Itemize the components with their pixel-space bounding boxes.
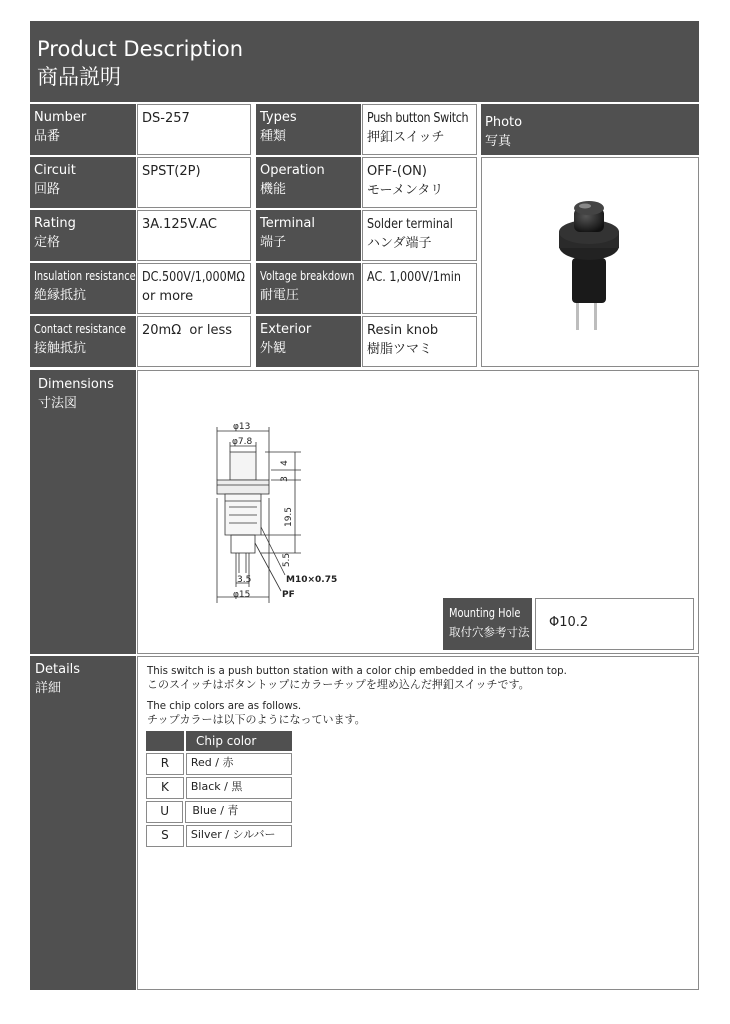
spec-value-operation xyxy=(362,157,477,208)
header-banner xyxy=(30,21,699,102)
spec-value-contact xyxy=(137,316,251,367)
photo-label xyxy=(481,104,699,155)
spec-label-jp: 外観 xyxy=(260,341,287,356)
dimensions-label-en: Dimensions xyxy=(38,377,114,392)
mounting-hole-value xyxy=(535,598,694,650)
spec-label-en: Contact resistance xyxy=(34,322,126,336)
chip-code: S xyxy=(146,825,184,847)
dim-thread: M10×0.75 xyxy=(286,575,338,585)
table-row xyxy=(146,825,292,847)
details-line1-jp: このスイッチはボタントップにカラーチップを埋め込んだ押釦スイッチです。 xyxy=(147,678,530,691)
spec-label-en: Operation xyxy=(260,163,325,178)
dimensions-label-jp: 寸法図 xyxy=(38,396,78,411)
spec-value-text: AC. 1,000V/1min xyxy=(367,270,461,285)
dim-pf: PF xyxy=(282,590,295,600)
dim-knob-diameter: φ7.8 xyxy=(232,437,253,447)
spec-label-exterior xyxy=(256,316,361,367)
page-title-en: Product Description xyxy=(37,37,244,61)
spec-value-text-2: or more xyxy=(142,289,194,304)
chip-table-header xyxy=(146,731,292,751)
spec-label-jp: 端子 xyxy=(260,235,287,250)
details-line2-en: The chip colors are as follows. xyxy=(147,699,302,712)
photo-frame xyxy=(481,157,699,367)
spec-label-types xyxy=(256,104,361,155)
chip-code: R xyxy=(146,753,184,775)
spec-value-text: DS-257 xyxy=(142,111,190,126)
spec-label-rating xyxy=(30,210,136,261)
spec-label-en: Types xyxy=(260,110,297,125)
spec-label-operation xyxy=(256,157,361,208)
spec-value-text: OFF-(ON) xyxy=(367,164,427,179)
spec-label-en-wrap xyxy=(34,267,136,286)
spec-value-text: Push button Switch xyxy=(367,111,469,126)
spec-value-exterior xyxy=(362,316,477,367)
spec-value-text-2: モーメンタリ xyxy=(367,183,444,198)
spec-value-wrap xyxy=(367,268,476,287)
chip-code: U xyxy=(146,801,183,823)
spec-label-voltage xyxy=(256,263,361,314)
chip-name: Silver / シルバー xyxy=(186,825,292,847)
spec-label-jp: 絶縁抵抗 xyxy=(34,288,87,303)
spec-value-text: DC.500V/1,000MΩ xyxy=(142,270,245,285)
spec-label-en: Circuit xyxy=(34,163,76,178)
spec-label-number xyxy=(30,104,136,155)
product-photo xyxy=(482,158,698,366)
chip-header-label: Chip color xyxy=(186,731,292,751)
chip-header-blank xyxy=(146,731,184,751)
dimensions-label xyxy=(30,370,136,654)
mounting-hole-value-text: Φ10.2 xyxy=(549,615,589,630)
spec-label-en: Voltage breakdown xyxy=(260,269,355,283)
spec-value-text: 3A.125V.AC xyxy=(142,217,217,232)
spec-value-text: SPST(2P) xyxy=(142,164,201,179)
table-row xyxy=(146,801,292,823)
spec-label-jp: 機能 xyxy=(260,182,287,197)
dim-pin-spacing: 3.5 xyxy=(237,575,252,585)
spec-value-text-2: 樹脂ツマミ xyxy=(367,342,433,357)
details-line2-jp: チップカラーは以下のようになっています。 xyxy=(147,713,366,726)
chip-table xyxy=(146,731,292,847)
mounting-hole-label-jp: 取付穴参考寸法 xyxy=(449,625,530,639)
chip-code: K xyxy=(146,777,184,799)
spec-label-en-wrap xyxy=(34,320,136,339)
spec-label-en: Number xyxy=(34,110,87,125)
dim-bottom-diameter: φ15 xyxy=(233,590,251,600)
spec-label-jp: 接触抵抗 xyxy=(34,341,87,356)
spec-label-en-wrap xyxy=(260,267,361,286)
spec-value-text: Solder terminal xyxy=(367,217,453,232)
spec-label-terminal xyxy=(256,210,361,261)
spec-value-text-2: 押釦スイッチ xyxy=(367,130,445,145)
spec-label-jp: 耐電圧 xyxy=(260,288,300,303)
spec-value-text-2: ハンダ端子 xyxy=(367,236,432,251)
dim-top-diameter: φ13 xyxy=(233,422,251,432)
dim-height-1: 4 xyxy=(279,460,290,466)
spec-label-jp: 品番 xyxy=(34,129,61,144)
spec-value-text: 20mΩ or less xyxy=(142,323,232,338)
spec-value-rating xyxy=(137,210,251,261)
spec-value-wrap xyxy=(367,215,476,234)
table-row xyxy=(146,753,292,775)
page-title-jp: 商品説明 xyxy=(37,65,121,89)
spec-value-terminal xyxy=(362,210,477,261)
spec-value-voltage xyxy=(362,263,477,314)
spec-label-contact xyxy=(30,316,136,367)
dim-height-4: 5.5 xyxy=(282,552,293,568)
spec-label-en: Insulation resistance xyxy=(34,269,136,283)
spec-value-wrap xyxy=(142,268,250,287)
details-text xyxy=(147,664,692,727)
chip-name: Blue / 青 xyxy=(185,801,292,823)
spec-label-circuit xyxy=(30,157,136,208)
spec-value-number xyxy=(137,104,251,155)
mounting-hole-label-en: Mounting Hole xyxy=(449,606,521,620)
spec-value-circuit xyxy=(137,157,251,208)
table-row xyxy=(146,777,292,799)
spec-value-insulation xyxy=(137,263,251,314)
spec-label-jp: 回路 xyxy=(34,182,61,197)
spec-label-en: Rating xyxy=(34,216,76,231)
spec-label-en: Exterior xyxy=(260,322,312,337)
details-line1-en: This switch is a push button station with a color chip embedded in the button top. xyxy=(147,664,567,677)
spec-label-jp: 定格 xyxy=(34,235,61,250)
mounting-hole-label xyxy=(443,598,532,650)
chip-name: Black / 黒 xyxy=(186,777,292,799)
details-label-jp: 詳細 xyxy=(35,681,62,696)
spec-value-types xyxy=(362,104,477,155)
chip-name: Red / 赤 xyxy=(186,753,292,775)
mounting-hole-label-en-wrap xyxy=(449,604,532,623)
dim-height-3: 19.5 xyxy=(284,506,295,528)
spec-value-wrap xyxy=(367,109,476,128)
photo-label-en: Photo xyxy=(485,115,523,130)
details-label xyxy=(30,656,136,990)
spec-label-insulation xyxy=(30,263,136,314)
details-label-en: Details xyxy=(35,662,81,677)
photo-label-jp: 写真 xyxy=(485,134,512,149)
spec-label-en: Terminal xyxy=(260,216,315,231)
dim-height-2: 3 xyxy=(279,476,290,482)
spec-label-jp: 種類 xyxy=(260,129,287,144)
spec-value-text: Resin knob xyxy=(367,323,439,338)
